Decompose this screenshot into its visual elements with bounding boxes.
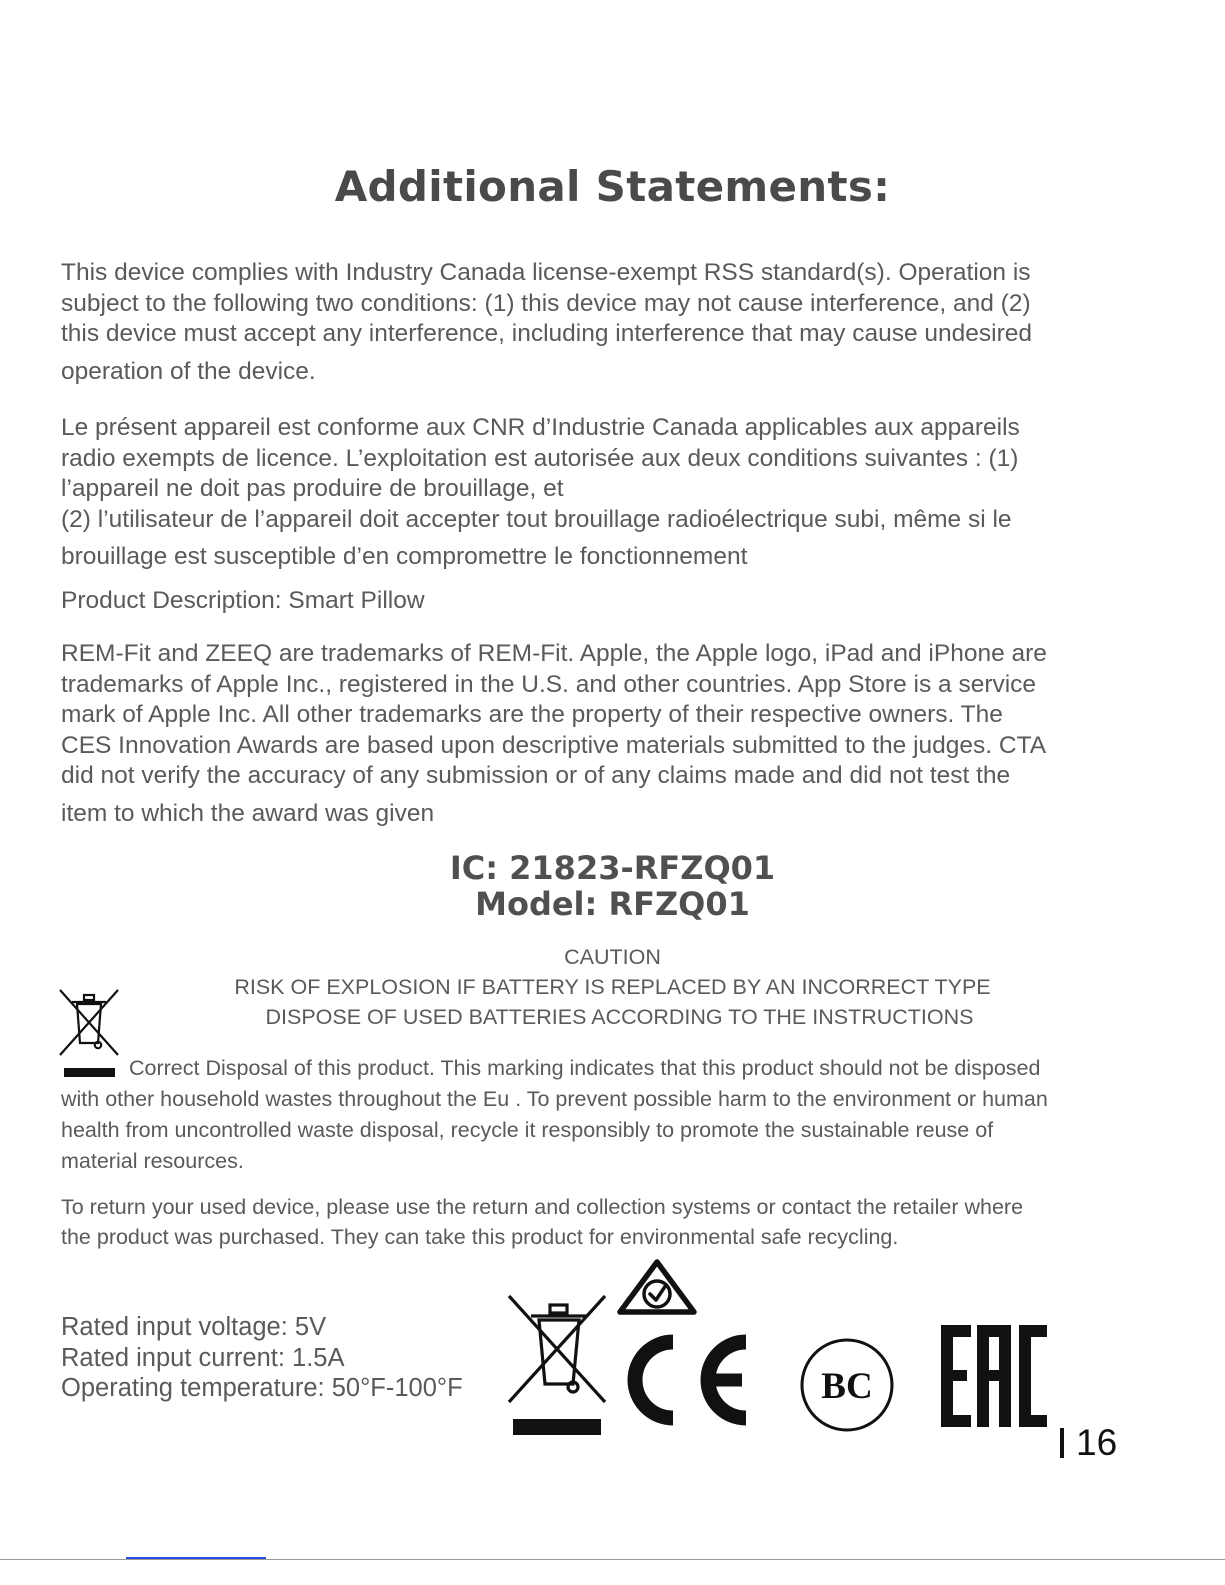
ce-mark-icon bbox=[626, 1333, 758, 1427]
text-line: CES Innovation Awards are based upon descriptive materials submitted to the judges. CTA bbox=[61, 731, 1047, 759]
footer-link-underline bbox=[126, 1557, 266, 1559]
text-line: operation of the device. bbox=[61, 357, 316, 385]
eac-mark-icon bbox=[941, 1325, 1047, 1427]
page-number-value: 16 bbox=[1076, 1422, 1118, 1463]
text-line: with other household wastes throughout the Eu . To prevent possible harm to the environment or human bbox=[61, 1087, 1048, 1111]
bc-label: BC bbox=[821, 1366, 873, 1407]
disposal-notice bbox=[61, 1053, 1171, 1177]
weee-large-bar-icon bbox=[513, 1419, 601, 1435]
page-number bbox=[1060, 1422, 1117, 1464]
text-line: (2) l’utilisateur de l’appareil doit accepter tout brouillage radioélectrique subi, même si le bbox=[61, 505, 1012, 533]
page-number-divider bbox=[1060, 1428, 1064, 1458]
ic-statement-french bbox=[61, 413, 1161, 573]
text-line: REM-Fit and ZEEQ are trademarks of REM-Fit. Apple, the Apple logo, iPad and iPhone are bbox=[61, 640, 1047, 667]
operating-temperature: Operating temperature: 50°F-100°F bbox=[61, 1374, 463, 1402]
text-line: Le présent appareil est conforme aux CNR d’Industrie Canada applicables aux appareils bbox=[61, 414, 1020, 441]
ic-statement-english bbox=[61, 258, 1161, 387]
rcm-compliance-icon bbox=[616, 1258, 698, 1316]
page-title: Additional Statements: bbox=[334, 162, 891, 211]
text-line: the product was purchased. They can take this product for environmental safe recycling. bbox=[61, 1225, 899, 1249]
text-line: radio exempts de licence. L’exploitation est autorisée aux deux conditions suivantes : (1) bbox=[61, 444, 1019, 472]
text-line: did not verify the accuracy of any submission or of any claims made and did not test the bbox=[61, 762, 1011, 789]
text-line: To return your used device, please use the return and collection systems or contact the retailer where bbox=[61, 1195, 1024, 1219]
weee-crossed-bin-large-icon bbox=[507, 1294, 607, 1406]
bc-mark-icon bbox=[799, 1337, 895, 1433]
text-line: trademarks of Apple Inc., registered in the U.S. and other countries. App Store is a service bbox=[61, 670, 1037, 698]
caution-line-explosion: RISK OF EXPLOSION IF BATTERY IS REPLACED BY AN INCORRECT TYPE bbox=[234, 975, 991, 999]
model-number: Model: RFZQ01 bbox=[475, 885, 750, 923]
footer-divider bbox=[0, 1559, 1225, 1560]
text-line: mark of Apple Inc. All other trademarks are the property of their respective owners. The bbox=[61, 701, 1003, 728]
weee-crossed-bin-icon bbox=[58, 988, 120, 1058]
text-line: subject to the following two conditions: (1) this device may not cause interference, and (2) bbox=[61, 289, 1031, 317]
text-line: this device must accept any interference, including interference that may cause undesired bbox=[61, 320, 1033, 347]
text-line: item to which the award was given bbox=[61, 799, 435, 827]
caution-heading: CAUTION bbox=[564, 945, 661, 969]
return-notice bbox=[61, 1192, 1171, 1252]
text-line: health from uncontrolled waste disposal, recycle it responsibly to promote the sustainable reuse of bbox=[61, 1118, 994, 1142]
text-line: brouillage est susceptible d’en compromettre le fonctionnement bbox=[61, 543, 748, 570]
text-line: material resources. bbox=[61, 1149, 244, 1173]
ic-number: IC: 21823-RFZQ01 bbox=[449, 849, 776, 887]
text-line: This device complies with Industry Canada license-exempt RSS standard(s). Operation is bbox=[61, 259, 1031, 286]
rated-voltage: Rated input voltage: 5V bbox=[61, 1313, 327, 1341]
text-line: Correct Disposal of this product. This marking indicates that this product should not be disposed bbox=[129, 1056, 1041, 1080]
text-line: l’appareil ne doit pas produire de brouillage, et bbox=[61, 475, 564, 502]
product-description: Product Description: Smart Pillow bbox=[61, 587, 425, 614]
rated-current: Rated input current: 1.5A bbox=[61, 1343, 345, 1372]
ratings-block bbox=[61, 1312, 463, 1404]
caution-line-dispose: DISPOSE OF USED BATTERIES ACCORDING TO THE INSTRUCTIONS bbox=[265, 1005, 974, 1029]
trademark-notice bbox=[61, 639, 1161, 829]
